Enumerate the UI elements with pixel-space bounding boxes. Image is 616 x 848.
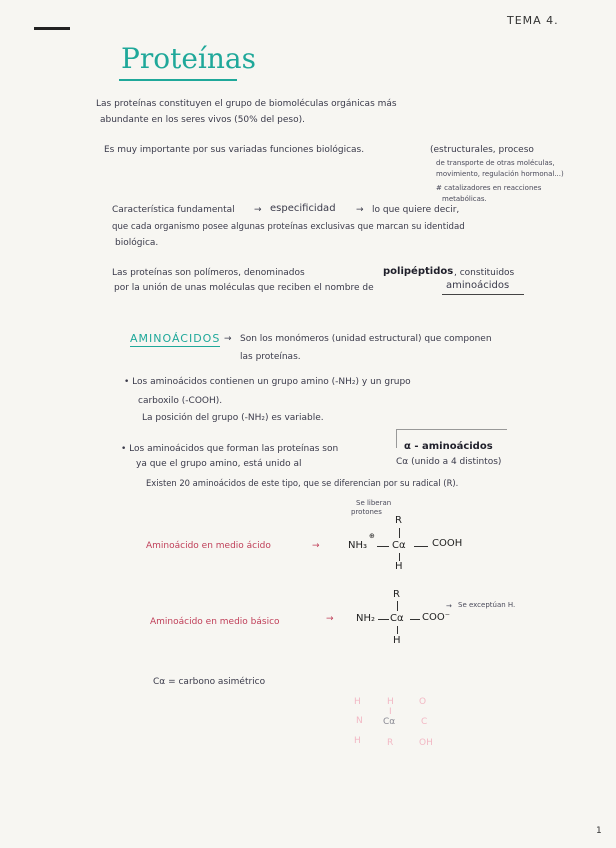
- polymers-line-1c: , constituidos: [454, 268, 515, 278]
- basic-bond-top: [397, 601, 398, 611]
- acid-plus-charge: ⊕: [369, 532, 375, 540]
- title-underline: [119, 79, 237, 81]
- acid-h: H: [395, 561, 403, 572]
- feature-specificity: especificidad: [270, 203, 336, 214]
- polymers-line-1a: Las proteínas son polímeros, denominados: [112, 268, 305, 278]
- aminoacids-underline: [442, 294, 524, 295]
- acid-bond-right: [414, 546, 428, 547]
- arrow-2: →: [356, 205, 364, 215]
- basic-arrow-note: →: [446, 602, 452, 610]
- basic-bond-right: [410, 619, 420, 620]
- ghost-col2-b: I: [389, 707, 392, 717]
- ghost-col2-a: H: [387, 697, 394, 707]
- acid-note-1: Se liberan: [356, 499, 392, 507]
- basic-bond-bottom: [397, 626, 398, 634]
- acid-bond-left: [377, 546, 389, 547]
- ghost-col1-c: H: [354, 736, 361, 746]
- arrow-1: →: [254, 205, 262, 215]
- aminoacid-def-1: Son los monómeros (unidad estructural) que componen: [240, 334, 492, 344]
- polymers-line-2a: por la unión de unas moléculas que reciben el nombre de: [114, 283, 374, 293]
- acid-calpha: Cα: [392, 540, 406, 551]
- feature-label: Característica fundamental: [112, 205, 235, 215]
- calpha-definition: Cα = carbono asimétrico: [153, 677, 266, 687]
- bullet-2a: • Los aminoácidos que forman las proteínas son: [121, 444, 339, 454]
- basic-note: Se exceptúan H.: [458, 601, 516, 609]
- acid-note-2: protones: [351, 508, 382, 516]
- basic-h: H: [393, 635, 401, 646]
- bullet-1a: • Los aminoácidos contienen un grupo amino (-NH₂) y un grupo: [124, 377, 411, 387]
- bullet-1b: carboxilo (-COOH).: [138, 396, 223, 406]
- existence-line: Existen 20 aminoácidos de este tipo, que se diferencian por su radical (R).: [146, 478, 459, 488]
- basic-coo: COO⁻: [422, 612, 451, 623]
- arrow-3: →: [224, 334, 232, 344]
- acid-bond-top: [399, 528, 400, 538]
- page-title: Proteínas: [121, 42, 256, 75]
- ghost-col2-c: R: [387, 738, 394, 748]
- section-heading-underline: [130, 346, 220, 347]
- basic-calpha: Cα: [390, 613, 404, 624]
- page-number: 1: [596, 826, 602, 836]
- aminoacid-def-2: las proteínas.: [240, 352, 301, 362]
- bullet-2c: ya que el grupo amino, está unido al: [136, 459, 302, 469]
- feature-line-3: biológica.: [115, 238, 159, 248]
- ghost-col1-b: N: [356, 716, 363, 726]
- bullet-1c: La posición del grupo (-NH₂) es variable.: [142, 413, 324, 423]
- intro-line-1: Las proteínas constituyen el grupo de biomoléculas orgánicas más: [96, 99, 397, 109]
- basic-medium-label: Aminoácido en medio básico: [150, 617, 280, 627]
- feature-line-2: que cada organismo posee algunas proteínas exclusivas que marcan su identidad: [112, 222, 465, 232]
- term-aminoacids: aminoácidos: [446, 280, 510, 291]
- arrow-acid: →: [312, 541, 320, 551]
- term-alpha-aminoacids: α - aminoácidos: [404, 441, 493, 452]
- intro-line-2: abundante en los seres vivos (50% del peso).: [100, 115, 305, 125]
- ghost-calpha: Cα: [383, 717, 396, 727]
- top-dash-mark: [34, 27, 70, 30]
- functions-3: movimiento, regulación hormonal...): [436, 170, 564, 178]
- functions-2: de transporte de otras moléculas,: [436, 159, 555, 167]
- basic-r-group: R: [393, 589, 400, 600]
- basic-nh2: NH₂: [356, 613, 376, 624]
- acid-nh3: NH₃: [348, 540, 368, 551]
- functions-5: metabólicas.: [442, 195, 487, 203]
- topic-header: TEMA 4.: [507, 14, 559, 27]
- functions-4: # catalizadores en reacciones: [436, 184, 542, 192]
- acid-cooh: COOH: [432, 538, 463, 549]
- acid-r-group: R: [395, 515, 402, 526]
- basic-bond-left: [378, 619, 389, 620]
- acid-medium-label: Aminoácido en medio ácido: [146, 541, 271, 551]
- section-heading-aminoacids: AMINOÁCIDOS: [130, 332, 221, 345]
- acid-bond-bottom: [399, 553, 400, 561]
- term-polypeptides: polipéptidos: [383, 266, 454, 277]
- arrow-basic: →: [326, 614, 334, 624]
- ghost-col3-c: OH: [419, 738, 433, 748]
- intro-line-3: Es muy importante por sus variadas funciones biológicas.: [104, 145, 365, 155]
- bullet-2d: Cα (unido a 4 distintos): [396, 457, 502, 467]
- ghost-col1-a: H: [354, 697, 361, 707]
- feature-meaning: lo que quiere decir,: [372, 205, 460, 215]
- ghost-col3-b: C: [421, 717, 428, 727]
- functions-1: (estructurales, proceso: [430, 145, 534, 155]
- ghost-col3-a: O: [419, 697, 427, 707]
